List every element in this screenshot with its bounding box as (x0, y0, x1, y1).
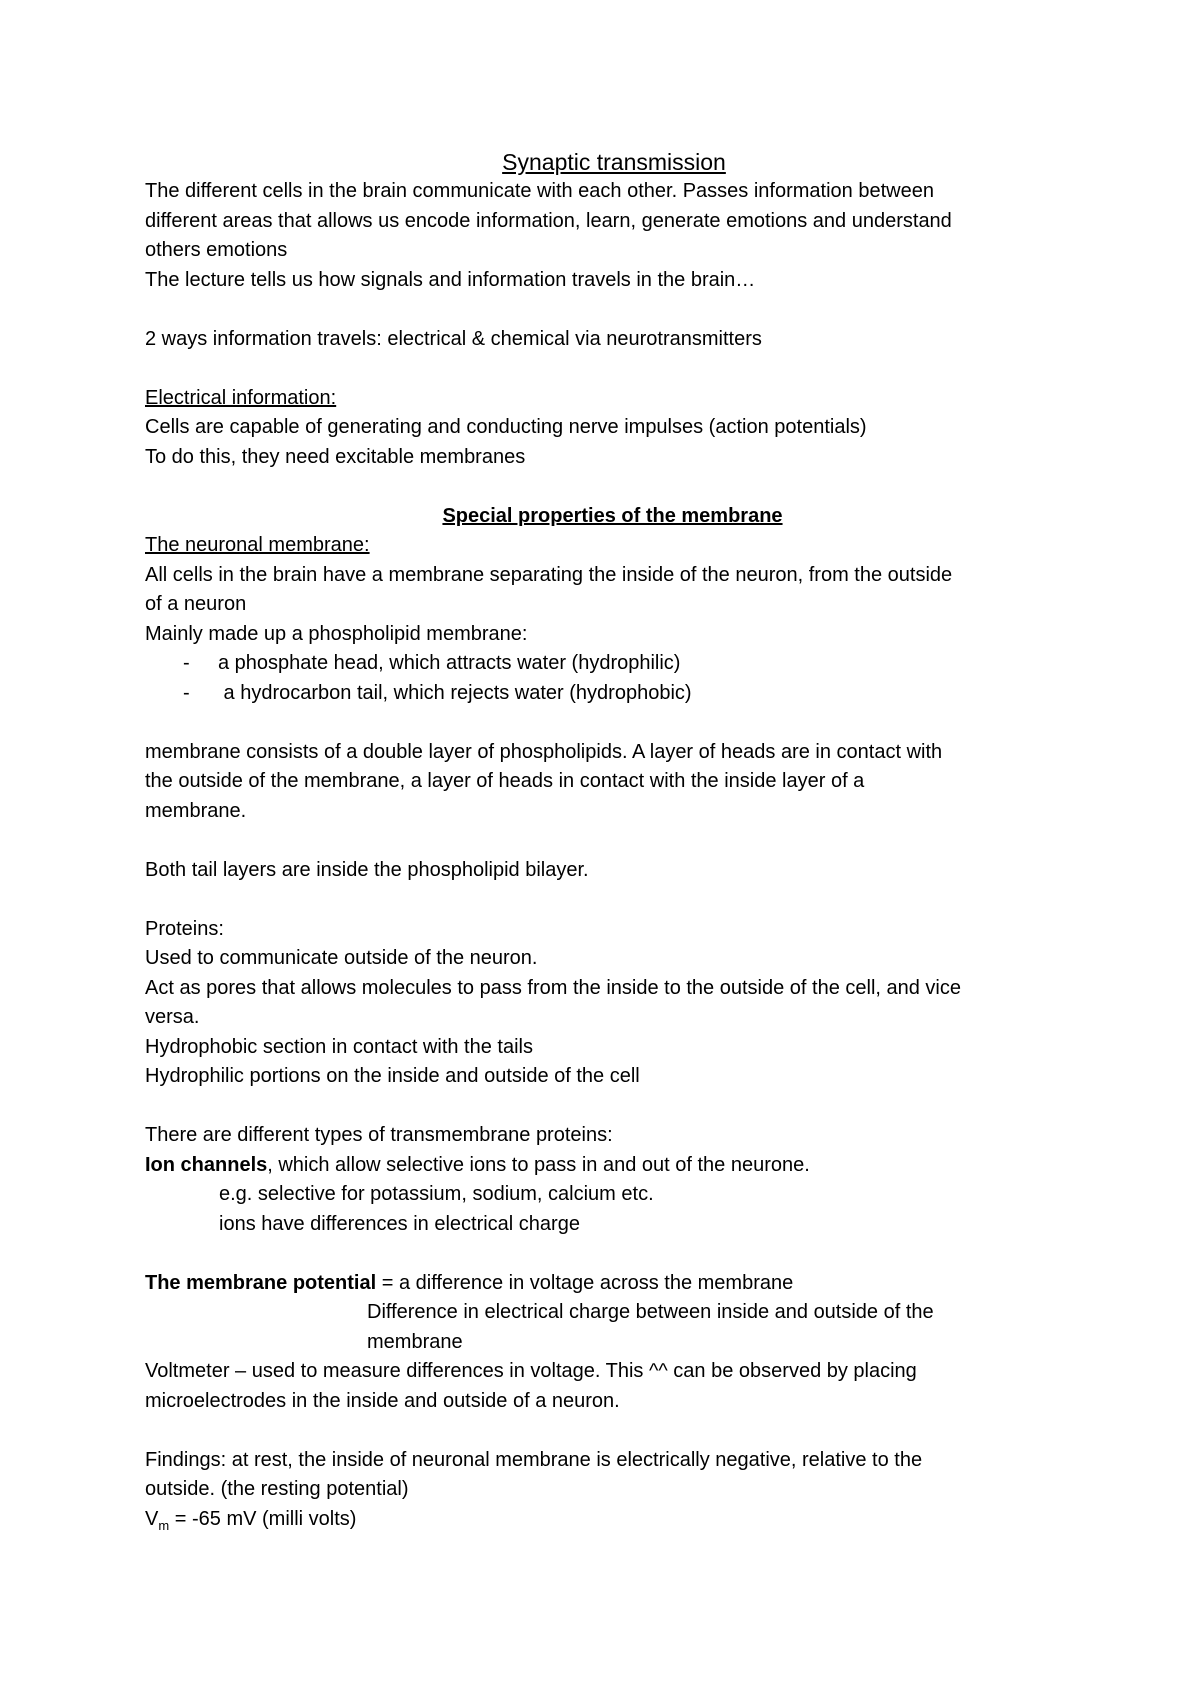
spacer (145, 295, 1065, 325)
intro-line-2: different areas that allows us encode information, learn, generate emotions and understand (145, 209, 952, 232)
bullet-dash: - (183, 652, 190, 674)
spacer (145, 885, 1065, 915)
document-body (145, 147, 1065, 1534)
proteins-line-4: Hydrophobic section in contact with the tails (145, 1035, 533, 1058)
voltmeter-line-2: microelectrodes in the inside and outside of a neuron. (145, 1389, 620, 1412)
bullet-text: a hydrocarbon tail, which rejects water (hydrophobic) (218, 681, 692, 704)
electrical-heading: Electrical information: (145, 386, 337, 409)
vm-subscript: m (158, 1517, 170, 1533)
list-item (145, 679, 1065, 709)
membrane-potential-text: = a difference in voltage across the membrane (376, 1271, 794, 1294)
ion-channels-text: , which allow selective ions to pass in and out of the neurone. (267, 1153, 810, 1176)
findings-line-1: Findings: at rest, the inside of neuronal membrane is electrically negative, relative to the (145, 1448, 923, 1471)
two-ways-line: 2 ways information travels: electrical & chemical via neurotransmitters (145, 327, 762, 350)
electrical-line-2: To do this, they need excitable membranes (145, 445, 526, 468)
voltmeter-line-1: Voltmeter – used to measure differences in voltage. This ^^ can be observed by placing (145, 1360, 917, 1382)
list-item (145, 649, 1065, 679)
proteins-line-5: Hydrophilic portions on the inside and outside of the cell (145, 1065, 640, 1087)
membrane-potential-term: The membrane potential (145, 1271, 377, 1294)
membrane-line-3: Mainly made up a phospholipid membrane: (145, 622, 528, 645)
spacer (145, 1416, 1065, 1446)
proteins-line-3: versa. (145, 1006, 200, 1028)
ion-channels-term: Ion channels (145, 1153, 268, 1176)
intro-line-3: others emotions (145, 239, 288, 261)
spacer (145, 826, 1065, 856)
bullet-dash: - (183, 681, 190, 704)
bullet-text: a phosphate head, which attracts water (hydrophilic) (218, 652, 681, 674)
spacer (145, 354, 1065, 384)
membrane-line-1: All cells in the brain have a membrane separating the inside of the neuron, from the outside (145, 563, 953, 586)
intro-line-4: The lecture tells us how signals and information travels in the brain… (145, 268, 756, 291)
proteins-line-1: Used to communicate outside of the neuron. (145, 947, 538, 969)
potential-definition-line-1: Difference in electrical charge between inside and outside of the (367, 1301, 934, 1323)
vm-value: = -65 mV (milli volts) (169, 1507, 357, 1530)
spacer (145, 708, 1065, 738)
ion-example-line: e.g. selective for potassium, sodium, calcium etc. (219, 1183, 654, 1205)
special-properties-heading: Special properties of the membrane (442, 504, 783, 527)
electrical-line-1: Cells are capable of generating and conducting nerve impulses (action potentials) (145, 416, 867, 438)
resting-potential-value (145, 1505, 1065, 1535)
bilayer-line-4: Both tail layers are inside the phospholipid bilayer. (145, 858, 589, 881)
proteins-heading: Proteins: (145, 917, 224, 940)
bilayer-line-3: membrane. (145, 799, 247, 822)
spacer (145, 1239, 1065, 1269)
ion-channels-line (145, 1151, 1065, 1181)
transmembrane-line-1: There are different types of transmembrane proteins: (145, 1124, 613, 1146)
vm-symbol: V (145, 1507, 159, 1530)
findings-line-2: outside. (the resting potential) (145, 1478, 409, 1500)
membrane-line-2: of a neuron (145, 593, 247, 615)
potential-definition-line-2: membrane (367, 1330, 463, 1353)
neuronal-membrane-subheading: The neuronal membrane: (145, 534, 370, 556)
spacer (145, 1092, 1065, 1122)
bilayer-line-2: the outside of the membrane, a layer of heads in contact with the inside layer of a (145, 770, 865, 792)
membrane-potential-line (145, 1269, 1065, 1299)
document-title: Synaptic transmission (502, 149, 726, 175)
ion-charge-line: ions have differences in electrical charge (219, 1212, 580, 1235)
proteins-line-2: Act as pores that allows molecules to pass from the inside to the outside of the cell, and vice (145, 976, 961, 999)
bilayer-line-1: membrane consists of a double layer of phospholipids. A layer of heads are in contact with (145, 740, 943, 763)
spacer (145, 472, 1065, 502)
intro-line-1: The different cells in the brain communicate with each other. Passes information between (145, 180, 934, 202)
